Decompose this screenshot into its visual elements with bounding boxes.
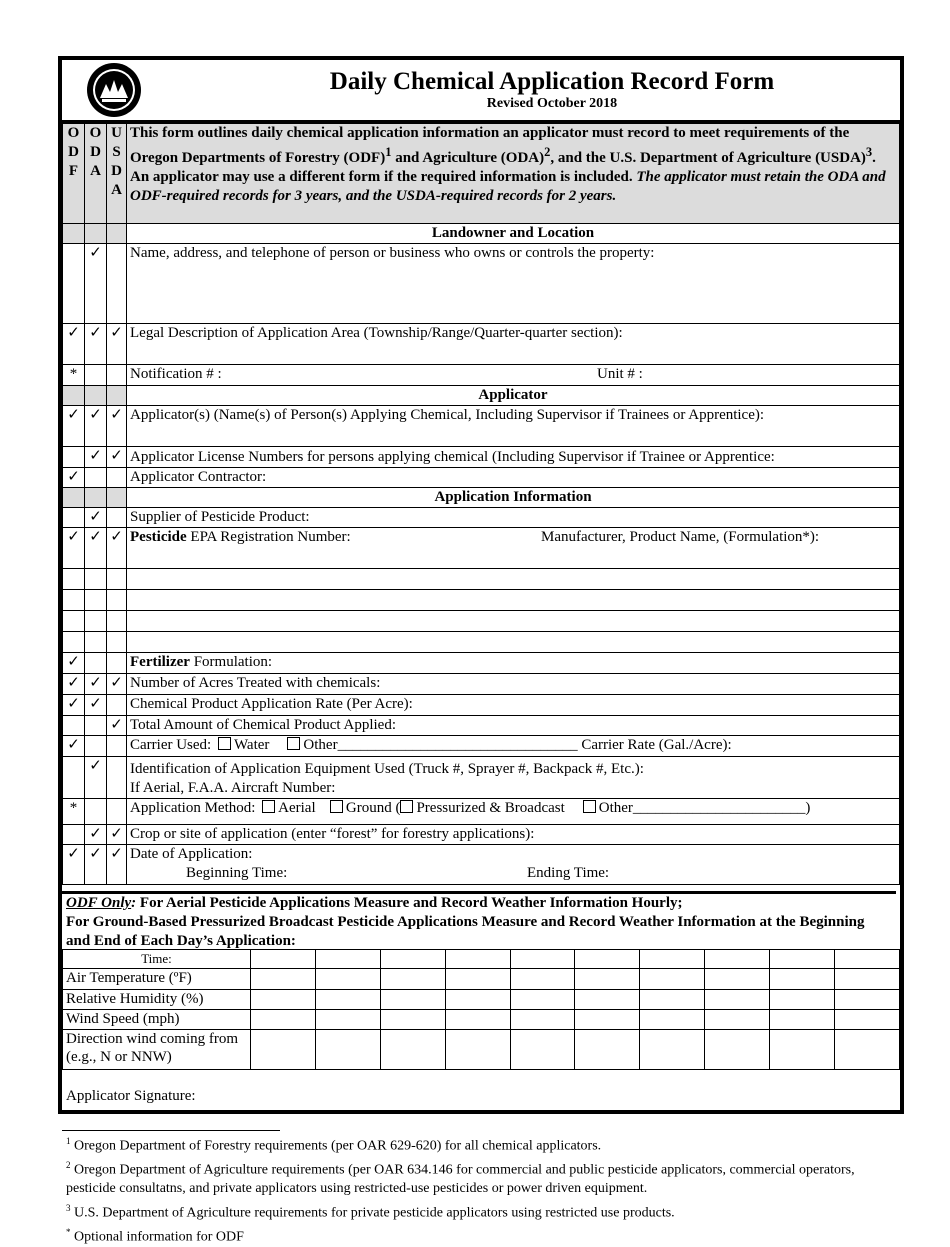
water-checkbox[interactable] [218,737,231,750]
method-field[interactable]: Application Method: Aerial Ground ( Pressurized & Broadcast Other_______________________) [127,799,900,825]
aerial-checkbox[interactable] [262,800,275,813]
pesticide-blank-row [63,569,900,590]
method-other-checkbox[interactable] [583,800,596,813]
weather-row: Direction wind coming from (e.g., N or NNW) [63,1030,900,1070]
row-carrier: ✓ Carrier Used: Water Other________________________________ Carrier Rate (Gal./Acre): [63,736,900,757]
row-notification: * Notification # : Unit # : [63,365,900,386]
equipment-field[interactable]: Identification of Application Equipment Used (Truck #, Sprayer #, Backpack #, Etc.): If Aerial, F.A.A. Aircraft Number: [127,757,900,799]
row-fertilizer: ✓ Fertilizer Formulation: [63,653,900,674]
footnote-rule [62,1130,280,1131]
contractor-field[interactable]: Applicator Contractor: [127,468,900,488]
col-odf: O D F [63,124,85,224]
form-revision: Revised October 2018 [486,96,618,111]
legal-description-field[interactable]: Legal Description of Application Area (Township/Range/Quarter-quarter section): [127,324,900,365]
carrier-field[interactable]: Carrier Used: Water Other________________________________ Carrier Rate (Gal./Acre): [127,736,900,757]
pesticide-field[interactable]: Pesticide EPA Registration Number: Manufacturer, Product Name, (Formulation*): [127,528,900,569]
pesticide-blank-row [63,611,900,632]
section-landowner: Landowner and Location [63,224,900,244]
pressurized-checkbox[interactable] [400,800,413,813]
weather-row: Air Temperature (ºF) [63,969,900,990]
form-frame [58,56,904,1114]
row-legal: ✓ ✓ ✓ Legal Description of Application Area (Township/Range/Quarter-quarter section): [63,324,900,365]
applicators-field[interactable]: Applicator(s) (Name(s) of Person(s) Applying Chemical, Including Supervisor if Trainees or Apprentice): [127,406,900,447]
ground-checkbox[interactable] [330,800,343,813]
fertilizer-field[interactable]: Fertilizer Formulation: [127,653,900,674]
intro-row [63,124,900,224]
row-date: ✓ ✓ ✓ Date of Application: Beginning Time: Ending Time: [63,845,900,885]
row-pesticide: ✓ ✓ ✓ Pesticide EPA Registration Number: Manufacturer, Product Name, (Formulation*): [63,528,900,569]
row-supplier: ✓ Supplier of Pesticide Product: [63,508,900,528]
row-equipment: ✓ Identification of Application Equipment Used (Truck #, Sprayer #, Backpack #, Etc.): If Aerial, F.A.A. Aircraft Number: [63,757,900,799]
row-acres: ✓ ✓ ✓ Number of Acres Treated with chemicals: [63,674,900,695]
total-field[interactable]: Total Amount of Chemical Product Applied: [127,716,900,736]
row-method: * Application Method: Aerial Ground ( Pressurized & Broadcast Other_______________________) [63,799,900,825]
other-checkbox[interactable] [287,737,300,750]
form-header [62,60,900,123]
section-application: Application Information [63,488,900,508]
row-rate: ✓ ✓ Chemical Product Application Rate (Per Acre): [63,695,900,716]
notification-field[interactable]: Notification # : Unit # : [127,365,900,386]
signature-field[interactable]: Applicator Signature: [66,1088,196,1104]
weather-row: Wind Speed (mph) [63,1010,900,1030]
pesticide-blank-row [63,590,900,611]
row-crop: ✓ ✓ Crop or site of application (enter “forest” for forestry applications): [63,825,900,845]
date-field[interactable]: Date of Application: Beginning Time: Ending Time: [127,845,900,885]
rate-field[interactable]: Chemical Product Application Rate (Per Acre): [127,695,900,716]
weather-table [62,949,900,1070]
supplier-field[interactable]: Supplier of Pesticide Product: [127,508,900,528]
weather-row: Relative Humidity (%) [63,990,900,1010]
col-usda: U S D A [107,124,127,224]
pesticide-blank-row [63,632,900,653]
form-title: Daily Chemical Application Record Form [329,68,775,95]
row-license: ✓ ✓ Applicator License Numbers for persons applying chemical (Including Supervisor if Trainee or Apprentice: [63,447,900,468]
odf-weather-note: ODF Only: For Aerial Pesticide Applications Measure and Record Weather Information Hourly; For Ground-Based Pressurized Broadcast Pesticide Applications Measure and Record Weather Information at the Beginning and End of Each Day’s Application: [62,891,896,951]
row-total: ✓ Total Amount of Chemical Product Applied: [63,716,900,736]
footnote: $^2$ Oregon Department of Agriculture requirements (per OAR 634.146 for commercial and public pesticide applicators, commercial operators, pesticide consultatns, and private applicators using restricted-use pesticides or power driven equipment. [66,1160,855,1197]
row-applicators: ✓ ✓ ✓ Applicator(s) (Name(s) of Person(s) Applying Chemical, Including Supervisor if Trainees or Apprentice): [63,406,900,447]
section-applicator: Applicator [63,386,900,406]
col-oda: O D A [85,124,107,224]
oregon-forestry-seal-icon [86,62,142,118]
record-table [62,123,900,885]
license-field[interactable]: Applicator License Numbers for persons applying chemical (Including Supervisor if Trainee or Apprentice: [127,447,900,468]
crop-field[interactable]: Crop or site of application (enter “forest” for forestry applications): [127,825,900,845]
acres-field[interactable]: Number of Acres Treated with chemicals: [127,674,900,695]
row-owner: ✓ Name, address, and telephone of person or business who owns or controls the property: [63,244,900,324]
footnote: $^1$ Oregon Department of Forestry requirements (per OAR 629-620) for all chemical applicators. [66,1136,602,1154]
owner-field[interactable]: Name, address, and telephone of person or business who owns or controls the property: [127,244,900,324]
footnote: $^3$ U.S. Department of Agriculture requirements for private pesticide applicators using restricted use products. [66,1202,675,1221]
weather-row: Time: [63,950,900,969]
row-contractor: ✓ Applicator Contractor: [63,468,900,488]
footnote: * Optional information for ODF [66,1226,244,1245]
intro-text: This form outlines daily chemical application information an applicator must record to meet requirements of the Oregon Departments of Forestry (ODF)$^1$ and Agriculture (ODA)$^2$, and the U.S. Department of Agriculture (USDA)$^3$. An applicator may use a different form if the required information is included. The applicator must retain the ODA and ODF-required records for 3 years, and the USDA-required records for 2 years. [127,124,900,224]
